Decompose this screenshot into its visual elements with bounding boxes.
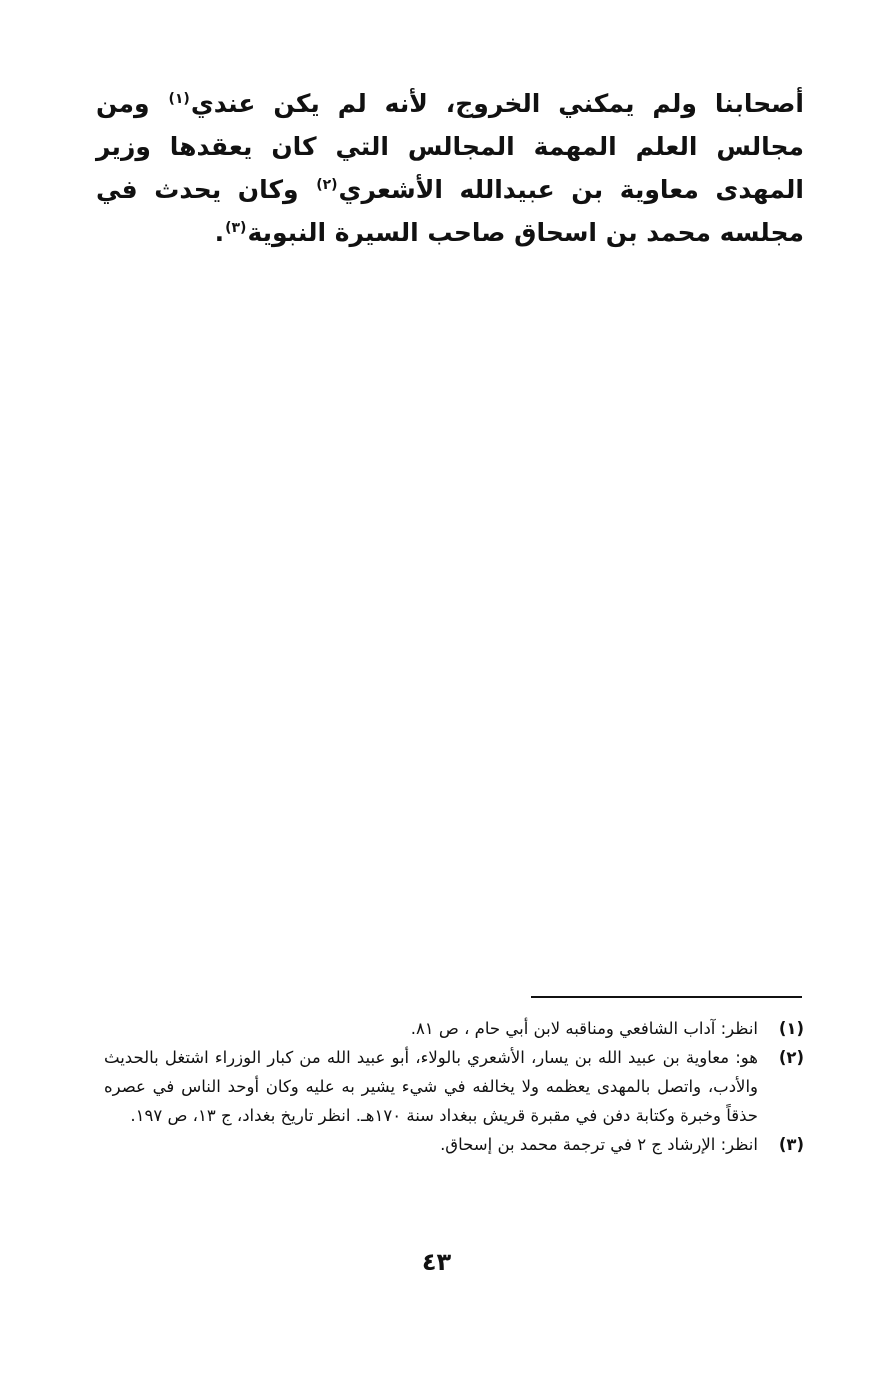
footnote-item (104, 1014, 804, 1043)
main-paragraph (96, 82, 804, 254)
paragraph-segment: ومن مجالس العلم المهمة المجالس التي كان يعقدها وزير المهدى معاوية بن عبيدالله الأشعري (96, 89, 805, 204)
footnote-text: هو: معاوية بن عبيد الله بن يسار، الأشعري بالولاء، أبو عبيد الله من كبار الوزراء اشتغل بالحديث والأدب، واتصل بالمهدى يعظمه ولا يخالفه في شيء يشير به عليه وكان أوحد الناس في عصره حذقاً وخبرة وكتابة دفن في مقبرة قريش ببغداد سنة ١٧٠هـ. انظر تاريخ بغداد، ج ١٣، ص ١٩٧. (104, 1048, 758, 1125)
footnotes-section (104, 1014, 804, 1159)
page-number: ٤٣ (421, 1248, 452, 1276)
paragraph-segment: وكان يحدث في مجلسه محمد بن اسحاق صاحب السيرة النبوية (96, 175, 804, 247)
footnote-separator (531, 996, 802, 998)
footnote-number: (٢) (778, 1048, 804, 1067)
footnote-item (104, 1130, 804, 1159)
paragraph-segment: . (214, 218, 225, 247)
footnote-number: (١) (778, 1019, 804, 1038)
footnote-reference[interactable]: (٢) (316, 176, 338, 193)
paragraph-text (96, 82, 804, 254)
footnote-reference[interactable]: (١) (168, 90, 190, 107)
footnote-reference[interactable]: (٣) (225, 219, 247, 236)
footnote-number: (٣) (778, 1135, 804, 1154)
footnote-text: انظر: آداب الشافعي ومناقبه لابن أبي حام ، ص ٨١. (410, 1019, 758, 1038)
paragraph-segment: أصحابنا ولم يمكني الخروج، لأنه لم يكن عندي (190, 89, 804, 118)
footnote-text: انظر: الإرشاد ج ٢ في ترجمة محمد بن إسحاق. (440, 1135, 758, 1154)
footnote-item (104, 1043, 804, 1130)
